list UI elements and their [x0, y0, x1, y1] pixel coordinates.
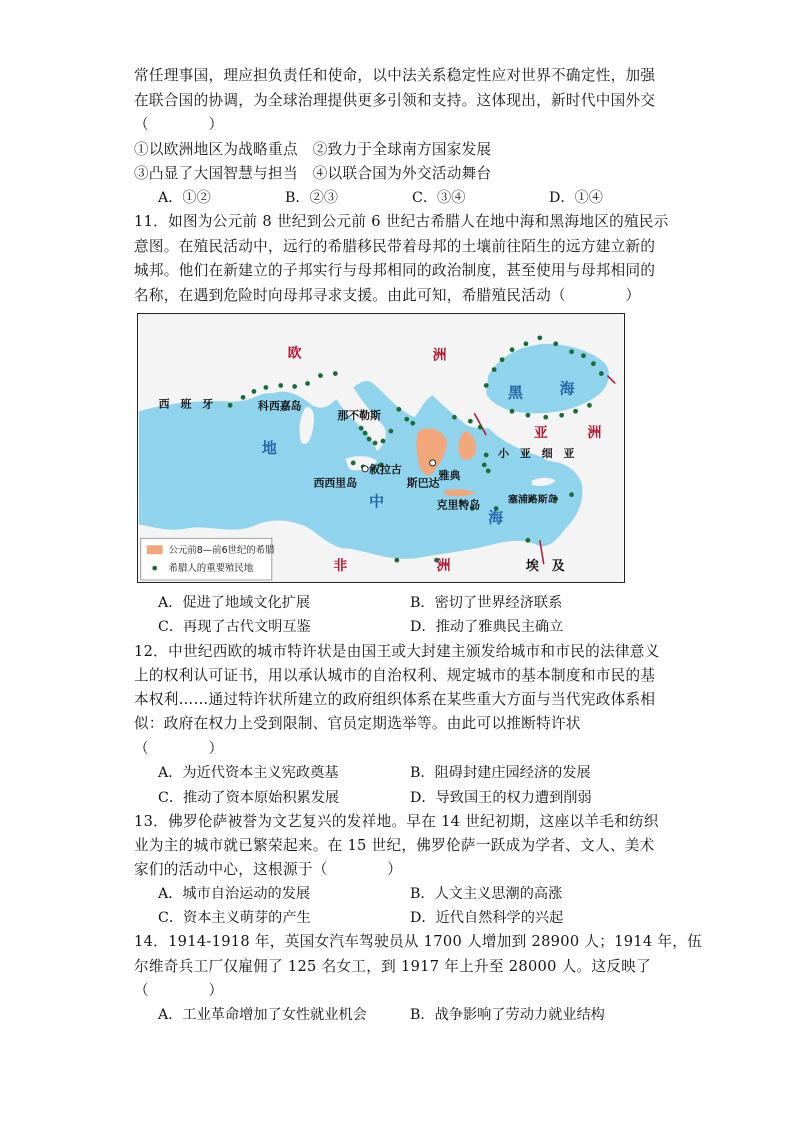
q11-option-a: A．促进了地域文化扩展	[158, 595, 311, 611]
syracuse-marker	[362, 466, 368, 472]
colony-dot	[500, 357, 505, 362]
colony-dot	[569, 349, 574, 354]
med-sea-label-2: 中	[369, 492, 384, 511]
asia-label-2: 洲	[587, 425, 602, 442]
q14-answer-blank: （ ）	[134, 982, 224, 999]
colony-dot	[559, 413, 564, 418]
colony-dot	[252, 389, 257, 394]
colony-dot	[389, 429, 394, 434]
europe-label-1: 欧	[287, 345, 302, 362]
colony-dot	[543, 415, 548, 420]
colony-dot	[228, 403, 233, 408]
q12-text-line-2: 上的权利认可证书，用以承认城市的自治权利、规定城市的基本制度和市民的基	[134, 667, 656, 684]
colony-dot	[241, 395, 246, 400]
colony-dot	[526, 538, 531, 543]
colony-dot	[278, 383, 283, 388]
q12-option-d: D．导致国王的权力遭到削弱	[410, 790, 592, 806]
colony-dot	[359, 426, 364, 431]
map-legend	[141, 538, 275, 580]
black-sea-label-2: 海	[559, 379, 575, 398]
colony-dot	[363, 431, 368, 436]
map-svg	[138, 314, 624, 582]
greek-colonization-map	[137, 313, 625, 583]
q11-option-c: C．再现了古代文明互鉴	[158, 619, 311, 635]
q12-text-line-1: 12．中世纪西欧的城市特许状是由国王或大封建主颁发给城市和市民的法律意义	[134, 643, 660, 660]
colony-dot	[381, 439, 386, 444]
q10-text-line-2: 在联合国的协调，为全球治理提供更多引领和支持。这体现出，新时代中国外交	[134, 92, 656, 109]
q14-text-line-1: 14．1914-1918 年，英国女汽车驾驶员从 1700 人增加到 28900 人；1914 年，伍	[134, 933, 703, 950]
q11-text-line-3: 城邦。他们在新建立的子邦实行与母邦相同的政治制度，甚至使用与母邦相同的	[134, 262, 656, 279]
med-sea-label-3: 海	[488, 508, 504, 527]
colony-dot	[573, 409, 578, 414]
q10-text-line-1: 常任理事国，理应担负责任和使命，以中法关系稳定性应对世界不确定性，加强	[134, 67, 656, 84]
colony-dot	[537, 335, 542, 340]
colony-dot	[394, 558, 399, 563]
colony-dot	[333, 371, 338, 376]
colony-dot	[553, 341, 558, 346]
q14-option-b: B．战争影响了劳动力就业结构	[410, 1007, 605, 1023]
colony-dot	[263, 385, 268, 390]
colony-dot	[581, 353, 586, 358]
corsica-label: 科西嘉岛	[257, 399, 302, 413]
colony-dot	[599, 371, 604, 376]
sicily-label: 西西里岛	[313, 476, 358, 490]
colony-dot	[318, 373, 323, 378]
colony-dot	[292, 384, 297, 389]
colony-dot	[305, 381, 310, 386]
q13-option-a: A．城市自治运动的发展	[158, 886, 311, 902]
q12-option-c: C．推动了资本原始积累发展	[158, 790, 340, 806]
q10-answer-blank: （ ）	[134, 116, 224, 133]
q11-option-b: B．密切了世界经济联系	[410, 595, 563, 611]
q10-statement-1-2: ①以欧洲地区为战略重点 ②致力于全球南方国家发展	[134, 141, 492, 158]
q13-option-c: C．资本主义萌芽的产生	[158, 910, 311, 926]
colony-dot	[373, 441, 378, 446]
europe-label-2: 洲	[432, 347, 447, 364]
naples-label: 那不勒斯	[337, 409, 381, 423]
asia-minor-label: 小 亚 细 亚	[498, 446, 575, 460]
colony-dot	[396, 407, 401, 412]
colony-dot	[410, 421, 415, 426]
cyprus-label: 塞浦路斯岛	[508, 494, 558, 506]
legend-colony-dot	[152, 566, 157, 571]
q11-text-line-4: 名称，在遇到危险时向母邦寻求支援。由此可知，希腊殖民活动（ ）	[134, 287, 641, 304]
colony-dot	[486, 468, 491, 473]
q10-option-b: B．②③	[285, 190, 338, 206]
africa-label-1: 非	[333, 558, 348, 575]
sparta-label: 斯巴达	[406, 476, 440, 490]
q10-option-a: A．①②	[158, 190, 211, 206]
q14-option-a: A．工业革命增加了女性就业机会	[158, 1007, 367, 1023]
egypt-label: 埃 及	[525, 559, 565, 575]
med-sea-label-1: 地	[261, 438, 277, 457]
q13-text-line-3: 家们的活动中心，这根源于（ ）	[134, 861, 403, 878]
q12-text-line-3: 本权利……通过特许状所建立的政府组织体系在某些重大方面与当代宪政体系相	[134, 691, 656, 708]
q10-option-d: D．①④	[549, 190, 603, 206]
colony-dot	[452, 415, 457, 420]
colony-dot	[404, 417, 409, 422]
colony-dot	[510, 409, 515, 414]
colony-dot	[367, 437, 372, 442]
colony-dot	[524, 341, 529, 346]
q13-option-b: B．人文主义思潮的高涨	[410, 886, 563, 902]
q12-answer-blank: （ ）	[134, 740, 224, 757]
colony-dot	[468, 419, 473, 424]
q13-text-line-1: 13．佛罗伦萨被誉为文艺复兴的发祥地。早在 14 世纪初期，这座以羊毛和纺织	[134, 813, 659, 830]
q13-option-d: D．近代自然科学的兴起	[410, 910, 564, 926]
q12-text-line-4: 似：政府在权力上受到限制、官员定期选举等。由此可以推断特许状	[134, 715, 581, 732]
colony-dot	[478, 425, 483, 430]
colony-dot	[587, 403, 592, 408]
colony-dot	[484, 383, 489, 388]
legend-greece-swatch	[147, 545, 163, 554]
q10-statement-3-4: ③凸显了大国智慧与担当 ④以联合国为外交活动舞台	[134, 165, 492, 182]
q11-text-line-1: 11．如图为公元前 8 世纪到公元前 6 世纪古希腊人在地中海和黑海地区的殖民示	[134, 213, 669, 230]
colony-dot	[484, 453, 489, 458]
q10-option-c: C．③④	[412, 190, 466, 206]
colony-dot	[569, 492, 574, 497]
asia-label-1: 亚	[533, 425, 548, 442]
colony-dot	[482, 462, 487, 467]
syracuse-label: 叙拉古	[369, 462, 402, 476]
q13-text-line-2: 业为主的城市就已繁荣起来。在 15 世纪，佛罗伦萨一跃成为学者、文人、美术	[134, 837, 655, 854]
legend-greece-label: 公元前8—前6世纪的希腊	[168, 545, 275, 557]
colony-dot	[510, 347, 515, 352]
q11-option-d: D．推动了雅典民主确立	[410, 619, 564, 635]
spain-label: 西 班 牙	[158, 397, 214, 411]
colony-dot	[492, 367, 497, 372]
q14-text-line-2: 尔维奇兵工厂仅雇佣了 125 名女工，到 1917 年上升至 28000 人。这反映了	[134, 958, 651, 975]
colony-dot	[591, 361, 596, 366]
athens-marker	[430, 460, 436, 466]
q12-option-a: A．为近代资本主义宪政奠基	[158, 765, 339, 781]
colony-dot	[351, 461, 356, 466]
q11-text-line-2: 意图。在殖民活动中，远行的希腊移民带着母邦的土壤前往陌生的远方建立新的	[134, 238, 656, 255]
black-sea-label-1: 黑	[508, 383, 523, 402]
q12-option-b: B．阻碍封建庄园经济的发展	[410, 765, 591, 781]
legend-colony-label: 希腊人的重要殖民地	[168, 563, 254, 575]
africa-label-2: 洲	[436, 558, 451, 575]
athens-label: 雅典	[438, 468, 461, 482]
crete-label: 克里特岛	[436, 498, 481, 512]
colony-dot	[526, 413, 531, 418]
